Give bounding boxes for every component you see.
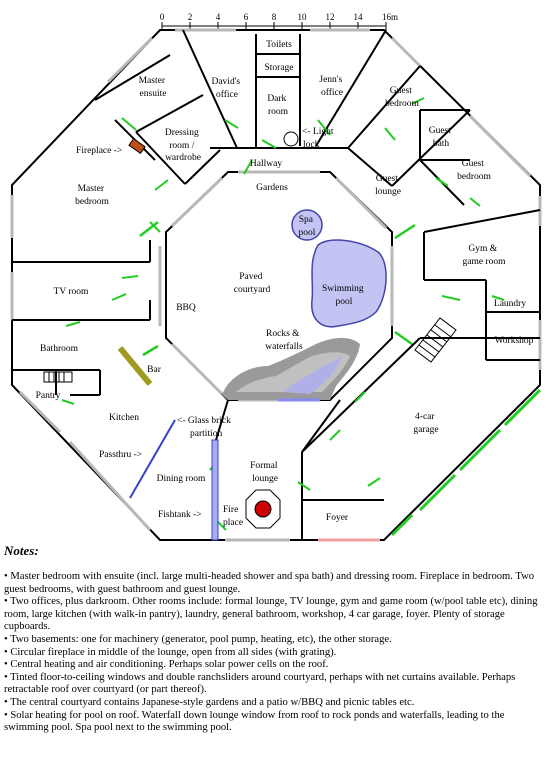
label-glass-brick: <- Glass brick partition <box>177 416 231 439</box>
note-item: • Master bedroom with ensuite (incl. large multi-headed shower and spa bath) and dressing room. Fireplace in bedroom. Two guest bedrooms, with guest bathroom and guest lounge. <box>4 571 535 595</box>
label-toilets: Toilets <box>266 40 292 50</box>
central-fireplace <box>246 490 280 528</box>
note-item: • Tinted floor-to-ceiling windows and double ranchsliders around courtyard, perhaps with net curtains available. Perhaps retractable roof over courtyard (or part thereof). <box>4 671 516 696</box>
note-item: • The central courtyard contains Japanese-style gardens and a patio w/BBQ and picnic tables etc. <box>4 696 415 708</box>
label-bar: Bar <box>147 365 161 375</box>
label-swimming-pool: Swimming pool <box>321 284 364 307</box>
scale-tick-6: 6 <box>243 12 249 22</box>
scale-tick-12: 12 <box>325 12 335 22</box>
interior-doors[interactable] <box>62 98 504 530</box>
label-workshop: Workshop <box>494 336 534 346</box>
label-gym: Gym & game room <box>462 244 506 267</box>
label-hallway: Hallway <box>249 159 283 169</box>
note-item: • Two offices, plus darkroom. Other rooms include: formal lounge, TV lounge, gym and game room (w/pool table etc), dining room, large kitchen (with walk-in pantry), laundry, general bathroom, workshop, 4 car garage, foyer. Plenty of storage cupboards. <box>4 596 538 633</box>
scale-tick-4: 4 <box>215 12 221 22</box>
label-passthru: Passthru -> <box>99 450 143 460</box>
scale-tick-0: 0 <box>159 12 165 22</box>
pantry-stairs <box>44 372 72 382</box>
fishtank <box>212 440 218 540</box>
label-fire-place: Fire place <box>223 505 244 528</box>
label-guest-bath: Guest bath <box>428 126 451 149</box>
label-guest-bedroom-1: Guest bedroom <box>385 86 419 109</box>
label-master-bedroom: Master bedroom <box>75 184 109 207</box>
label-dining-room: Dining room <box>156 474 206 484</box>
label-foyer: Foyer <box>325 513 349 523</box>
scale-tick-14: 14 <box>353 12 363 22</box>
note-item: • Central heating and air conditioning. Perhaps solar power cells on the roof. <box>4 659 329 671</box>
scale-tick-8: 8 <box>271 12 277 22</box>
label-paved-courtyard: Paved courtyard <box>233 272 271 295</box>
label-pantry: Pantry <box>35 391 61 401</box>
light-lock <box>284 132 298 146</box>
label-fishtank: Fishtank -> <box>158 510 202 520</box>
scale-tick-2: 2 <box>187 12 193 22</box>
notes-section <box>4 543 550 735</box>
scale-tick-16: 16m <box>381 12 399 22</box>
label-jenns-office: Jenn's office <box>319 75 343 98</box>
note-item: • Two basements: one for machinery (generator, pool pump, heating, etc), the other storage. <box>4 633 392 645</box>
scale-tick-10: 10 <box>297 12 307 22</box>
room-labels <box>36 40 534 528</box>
label-bbq: BBQ <box>176 303 196 313</box>
label-fireplace-bedroom: Fireplace -> <box>76 146 123 156</box>
label-kitchen: Kitchen <box>108 413 140 423</box>
scale-bar <box>160 12 398 30</box>
label-master-ensuite: Master ensuite <box>138 76 167 99</box>
label-rocks-waterfalls: Rocks & waterfalls <box>265 329 303 352</box>
label-guest-bedroom-2: Guest bedroom <box>457 159 491 182</box>
label-davids-office: David's office <box>211 77 241 100</box>
notes-title: Notes: <box>4 543 39 558</box>
bedroom-fireplace <box>129 139 145 154</box>
label-tv-room: TV room <box>53 287 89 297</box>
label-bathroom: Bathroom <box>40 344 78 354</box>
label-dark-room: Dark room <box>267 94 289 117</box>
note-item: • Solar heating for pool on roof. Waterfall down lounge window from roof to rock ponds and waterfalls, leading to the swimming pool. Spa pool next to the swimming pool. <box>4 709 505 734</box>
stairs <box>415 318 456 362</box>
label-storage: Storage <box>264 63 294 73</box>
label-garage: 4-car garage <box>413 412 439 435</box>
label-light-lock: <- Light lock <box>302 127 334 150</box>
label-laundry: Laundry <box>493 299 527 309</box>
label-gardens: Gardens <box>256 183 288 193</box>
label-spa-pool: Spa pool <box>298 215 316 238</box>
label-dressing-room: Dressing room / wardrobe <box>164 128 201 163</box>
label-formal-lounge: Formal lounge <box>250 461 278 484</box>
note-item: • Circular fireplace in middle of the lounge, open from all sides (with grating). <box>4 646 337 658</box>
label-guest-lounge: Guest lounge <box>375 174 401 197</box>
notes-list <box>4 571 550 735</box>
